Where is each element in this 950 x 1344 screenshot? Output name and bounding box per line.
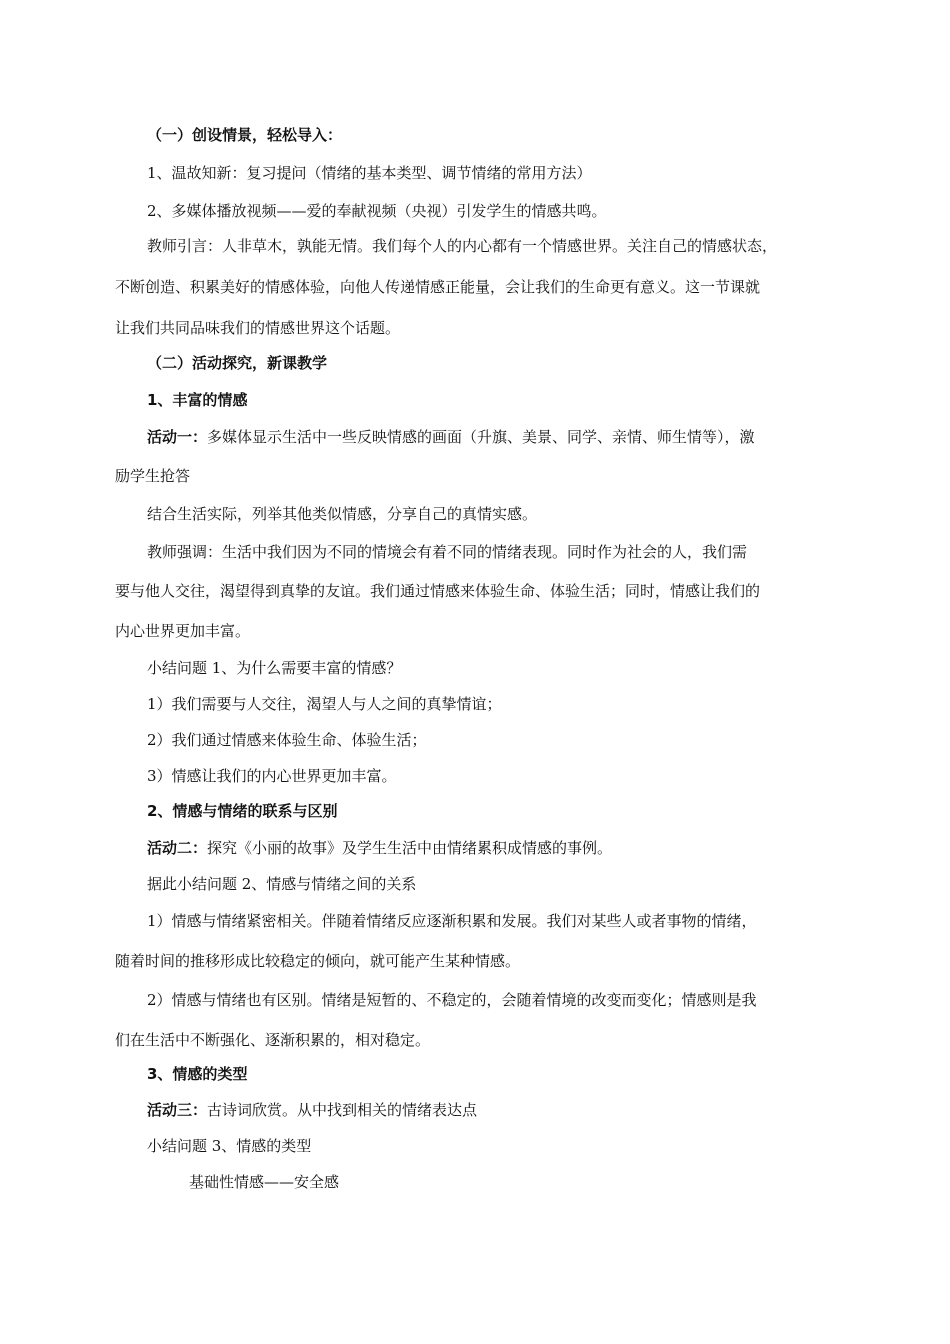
paragraph-line: 随着时间的推移形成比较稳定的倾向，就可能产生某种情感。: [115, 952, 521, 970]
paragraph-line: 让我们共同品味我们的情感世界这个话题。: [115, 319, 401, 337]
list-item: 1）我们需要与人交往，渴望人与人之间的真挚情谊；: [147, 695, 502, 713]
paragraph-line: 们在生活中不断强化、逐渐积累的，相对稳定。: [115, 1031, 431, 1049]
list-item: 3）情感让我们的内心世界更加丰富。: [147, 767, 397, 785]
paragraph-line: 励学生抢答: [115, 467, 191, 485]
paragraph-line: 据此小结问题 2、情感与情绪之间的关系: [147, 875, 417, 893]
paragraph-line: [147, 427, 755, 447]
paragraph-line: 基础性情感——安全感: [189, 1173, 340, 1191]
paragraph-line: [147, 838, 612, 858]
section-heading-1: （一）创设情景，轻松导入：: [147, 126, 343, 144]
list-item: 2）情感与情绪也有区别。情绪是短暂的、不稳定的，会随着情境的改变而变化；情感则是我: [147, 991, 757, 1009]
activity-text: 探究《小丽的故事》及学生生活中由情绪累积成情感的事例。: [207, 839, 613, 857]
paragraph-line: 1、温故知新：复习提问（情绪的基本类型、调节情绪的常用方法）: [147, 164, 592, 182]
list-item: 2）我们通过情感来体验生命、体验生活；: [147, 731, 427, 749]
paragraph-line: 教师强调：生活中我们因为不同的情境会有着不同的情绪表现。同时作为社会的人，我们需: [147, 543, 748, 561]
paragraph-line: 2、多媒体播放视频——爱的奉献视频（央视）引发学生的情感共鸣。: [147, 202, 607, 220]
paragraph-line: 不断创造、积累美好的情感体验，向他人传递情感正能量，会让我们的生命更有意义。这一节课就: [115, 278, 761, 296]
subsection-heading: 1、丰富的情感: [147, 391, 248, 409]
activity-text: 古诗词欣赏。从中找到相关的情绪表达点: [207, 1101, 478, 1119]
list-item: 1）情感与情绪紧密相关。伴随着情绪反应逐渐积累和发展。我们对某些人或者事物的情绪，: [147, 912, 757, 930]
paragraph-line: 结合生活实际，列举其他类似情感，分享自己的真情实感。: [147, 505, 538, 523]
activity-label: 活动二：: [147, 839, 208, 857]
paragraph-line: [147, 1100, 477, 1120]
paragraph-line: 要与他人交往，渴望得到真挚的友谊。我们通过情感来体验生命、体验生活；同时，情感让我们的: [115, 582, 761, 600]
paragraph-line: 小结问题 3、情感的类型: [147, 1137, 312, 1155]
section-heading-2: （二）活动探究，新课教学: [147, 354, 328, 372]
paragraph-line: 教师引言：人非草木，孰能无情。我们每个人的内心都有一个情感世界。关注自己的情感状态，: [147, 237, 778, 255]
paragraph-line: 小结问题 1、为什么需要丰富的情感？: [147, 659, 402, 677]
paragraph-line: 内心世界更加丰富。: [115, 622, 251, 640]
activity-label: 活动一：: [147, 428, 208, 446]
activity-label: 活动三：: [147, 1101, 208, 1119]
activity-text: 多媒体显示生活中一些反映情感的画面（升旗、美景、同学、亲情、师生情等），激: [207, 428, 755, 446]
subsection-heading: 2、情感与情绪的联系与区别: [147, 802, 338, 820]
subsection-heading: 3、情感的类型: [147, 1065, 248, 1083]
